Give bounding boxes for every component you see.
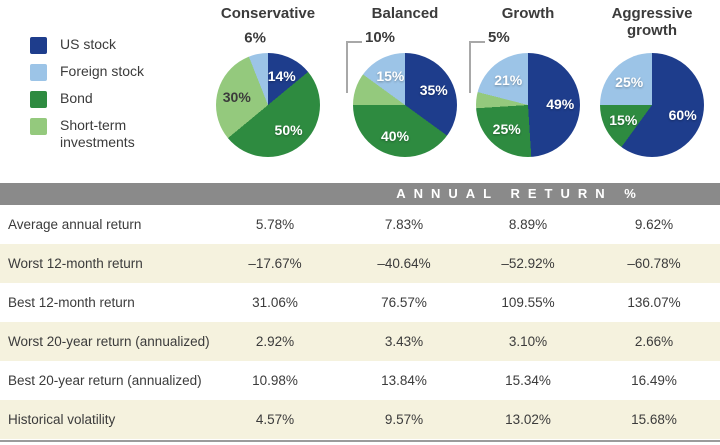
row-value: 15.68%	[631, 412, 677, 427]
row-value: 13.84%	[381, 373, 427, 388]
pie-slice-label: 25%	[615, 74, 644, 91]
row-value: 3.10%	[508, 334, 548, 349]
pie-slice-label: 50%	[274, 121, 303, 138]
row-label: Average annual return	[8, 217, 142, 232]
row-value: 9.62%	[634, 217, 674, 232]
legend-item-bond	[30, 90, 172, 108]
legend	[30, 36, 172, 150]
pie-slice-label: 60%	[668, 106, 697, 123]
legend-label: US stock	[60, 36, 117, 52]
legend-label: Bond	[60, 90, 93, 106]
pie-title: Conservative	[220, 5, 316, 22]
row-value: 109.55%	[501, 295, 555, 310]
legend-item-us-stock	[30, 36, 172, 54]
row-label: Best 12-month return	[8, 295, 135, 310]
pie-chart-aggressive-growth	[600, 0, 704, 182]
table-row	[0, 244, 720, 283]
pie-slice-label: 35%	[419, 82, 448, 99]
pie-title: Growth	[501, 5, 555, 22]
callout-line	[346, 41, 362, 93]
row-value: 7.83%	[384, 217, 424, 232]
annual-return-table	[0, 205, 720, 439]
pie-slice-label: 5%	[488, 29, 510, 46]
pie-slice-label: 6%	[244, 29, 266, 47]
row-value: –17.67%	[248, 256, 302, 271]
pie-title: Balanced	[371, 5, 439, 22]
row-value: 5.78%	[255, 217, 295, 232]
row-value: 16.49%	[631, 373, 677, 388]
row-value: 31.06%	[252, 295, 298, 310]
table-row	[0, 400, 720, 439]
row-value: 13.02%	[505, 412, 551, 427]
row-value: 15.34%	[505, 373, 551, 388]
pie-title: Aggressive growth	[611, 5, 693, 39]
row-label: Worst 20-year return (annualized)	[8, 334, 210, 349]
row-value: 76.57%	[381, 295, 427, 310]
table-row	[0, 205, 720, 244]
pie	[600, 53, 704, 157]
short-term-swatch	[30, 118, 47, 135]
legend-item-foreign-stock	[30, 63, 172, 81]
row-value: 8.89%	[508, 217, 548, 232]
pie-chart-conservative	[216, 0, 320, 182]
row-value: –60.78%	[627, 256, 681, 271]
table-header-title: ANNUAL RETURN %	[396, 186, 644, 201]
table-row	[0, 322, 720, 361]
row-value: –40.64%	[377, 256, 431, 271]
row-label: Historical volatility	[8, 412, 116, 427]
pie-slice-label: 14%	[267, 67, 296, 84]
pie	[353, 29, 457, 157]
row-value: 136.07%	[627, 295, 681, 310]
bottom-rule	[0, 440, 720, 442]
row-value: 9.57%	[384, 412, 424, 427]
table-header	[0, 183, 720, 205]
pie-slice-label: 10%	[365, 29, 396, 46]
table-row	[0, 283, 720, 322]
row-value: 2.66%	[634, 334, 674, 349]
pie	[216, 29, 320, 157]
callout-line	[469, 41, 485, 93]
pie-slice-label: 21%	[494, 71, 523, 88]
row-value: 4.57%	[255, 412, 295, 427]
row-value: 2.92%	[255, 334, 295, 349]
pie-slice-label: 15%	[609, 111, 638, 128]
row-value: –52.92%	[501, 256, 555, 271]
pie-chart-growth	[476, 0, 580, 182]
pie-slice-label: 40%	[381, 127, 410, 144]
bond-swatch	[30, 91, 47, 108]
pie-slice-label: 15%	[376, 68, 405, 85]
pie	[476, 29, 580, 157]
legend-label: Foreign stock	[60, 63, 145, 79]
legend-item-short-term	[30, 117, 172, 150]
row-label: Best 20-year return (annualized)	[8, 373, 202, 388]
legend-label: Short-term investments	[60, 117, 135, 150]
pie-slice-label: 30%	[222, 88, 251, 105]
pie-chart-balanced	[353, 0, 457, 182]
pie-slice-label: 25%	[492, 121, 521, 138]
table-row	[0, 361, 720, 400]
foreign-stock-swatch	[30, 64, 47, 81]
row-value: 10.98%	[252, 373, 298, 388]
us-stock-swatch	[30, 37, 47, 54]
pie-slice-label: 49%	[546, 95, 575, 112]
row-value: 3.43%	[384, 334, 424, 349]
row-label: Worst 12-month return	[8, 256, 143, 271]
